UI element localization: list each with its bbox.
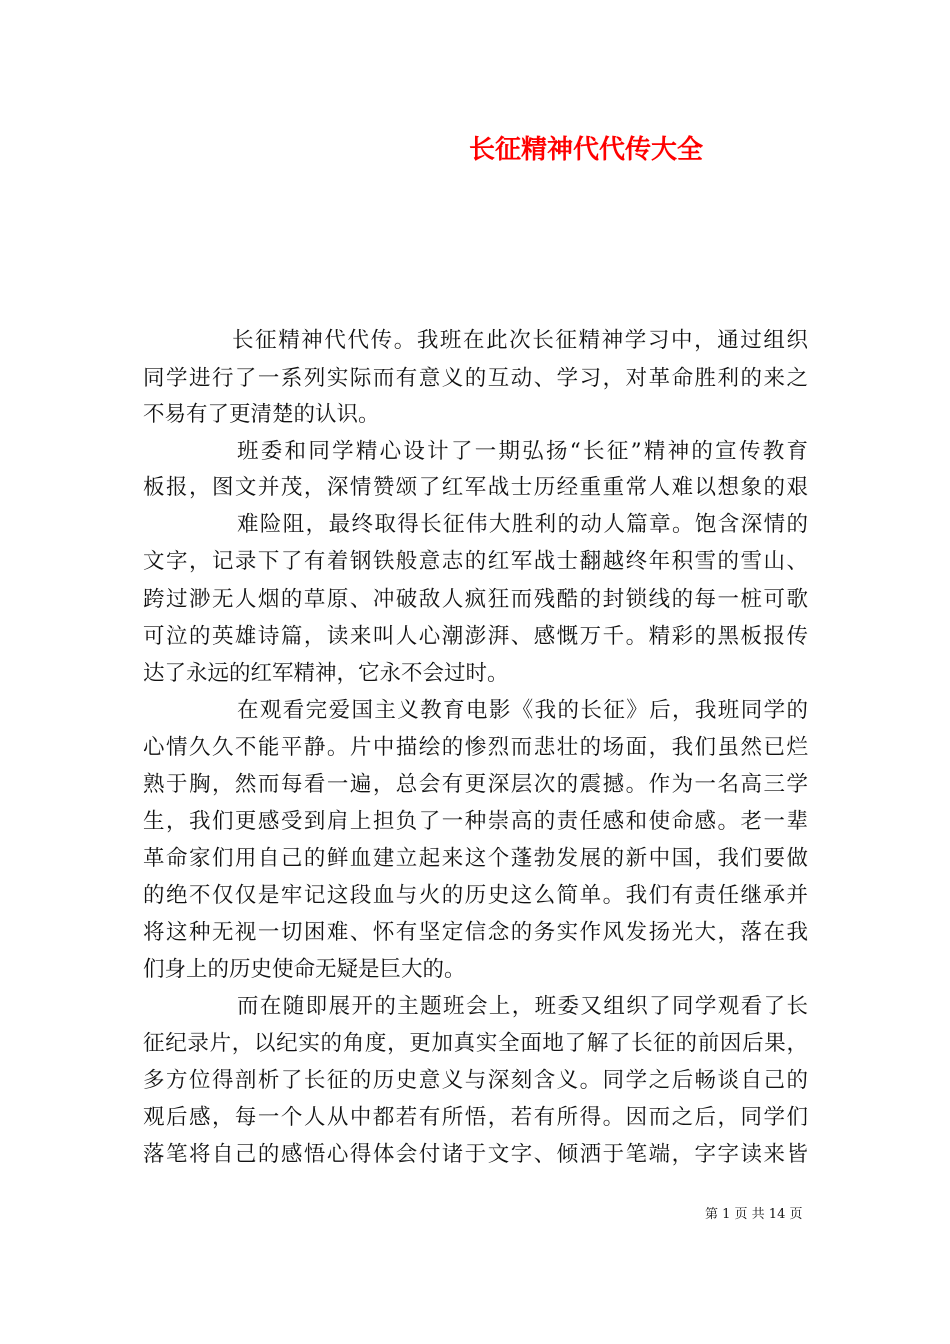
document-title: 长征精神代代传大全 [469, 135, 704, 165]
body-line: 革命家们用自己的鲜血建立起来这个蓬勃发展的新中国，我们要做 [143, 846, 808, 871]
body-line: 板报，图文并茂，深情赞颂了红军战士历经重重常人难以想象的艰 [143, 475, 808, 500]
body-line: 们身上的历史使命无疑是巨大的。 [143, 957, 466, 982]
body-line: 多方位得剖析了长征的历史意义与深刻含义。同学之后畅谈自己的 [143, 1068, 808, 1093]
body-line: 生，我们更感受到肩上担负了一种崇高的责任感和使命感。老一辈 [143, 809, 808, 834]
body-line: 将这种无视一切困难、怀有坚定信念的务实作风发扬光大，落在我 [143, 920, 808, 945]
body-line: 同学进行了一系列实际而有意义的互动、学习，对革命胜利的来之 [143, 366, 808, 391]
page-number-footer: 第 1 页 共 14 页 [705, 1207, 803, 1222]
body-line: 跨过渺无人烟的草原、冲破敌人疯狂而残酷的封锁线的每一桩可歌 [143, 587, 808, 612]
body-line: 的绝不仅仅是牢记这段血与火的历史这么简单。我们有责任继承并 [143, 883, 808, 908]
body-line: 可泣的英雄诗篇，读来叫人心潮澎湃、感慨万千。精彩的黑板报传 [143, 624, 808, 649]
body-line: 落笔将自己的感悟心得体会付诸于文字、倾洒于笔端，字字读来皆 [143, 1142, 808, 1167]
body-line: 而在随即展开的主题班会上，班委又组织了同学观看了长 [237, 994, 808, 1019]
body-line: 观后感，每一个人从中都若有所悟，若有所得。因而之后，同学们 [143, 1105, 808, 1130]
body-line: 心情久久不能平静。片中描绘的惨烈而悲壮的场面，我们虽然已烂 [143, 735, 808, 760]
body-line: 征纪录片，以纪实的角度，更加真实全面地了解了长征的前因后果， [143, 1031, 808, 1056]
body-line: 长征精神代代传。我班在此次长征精神学习中，通过组织 [232, 328, 808, 353]
body-line: 班委和同学精心设计了一期弘扬“长征”精神的宣传教育 [237, 439, 808, 464]
body-line: 达了永远的红军精神，它永不会过时。 [143, 661, 509, 686]
body-line: 熟于胸，然而每看一遍，总会有更深层次的震撼。作为一名高三学 [143, 772, 808, 797]
body-line: 在观看完爱国主义教育电影《我的长征》后，我班同学的 [237, 698, 808, 723]
body-line: 文字，记录下了有着钢铁般意志的红军战士翻越终年积雪的雪山、 [143, 549, 808, 574]
body-line: 难险阻，最终取得长征伟大胜利的动人篇章。饱含深情的 [237, 512, 808, 537]
body-line: 不易有了更清楚的认识。 [143, 402, 380, 427]
